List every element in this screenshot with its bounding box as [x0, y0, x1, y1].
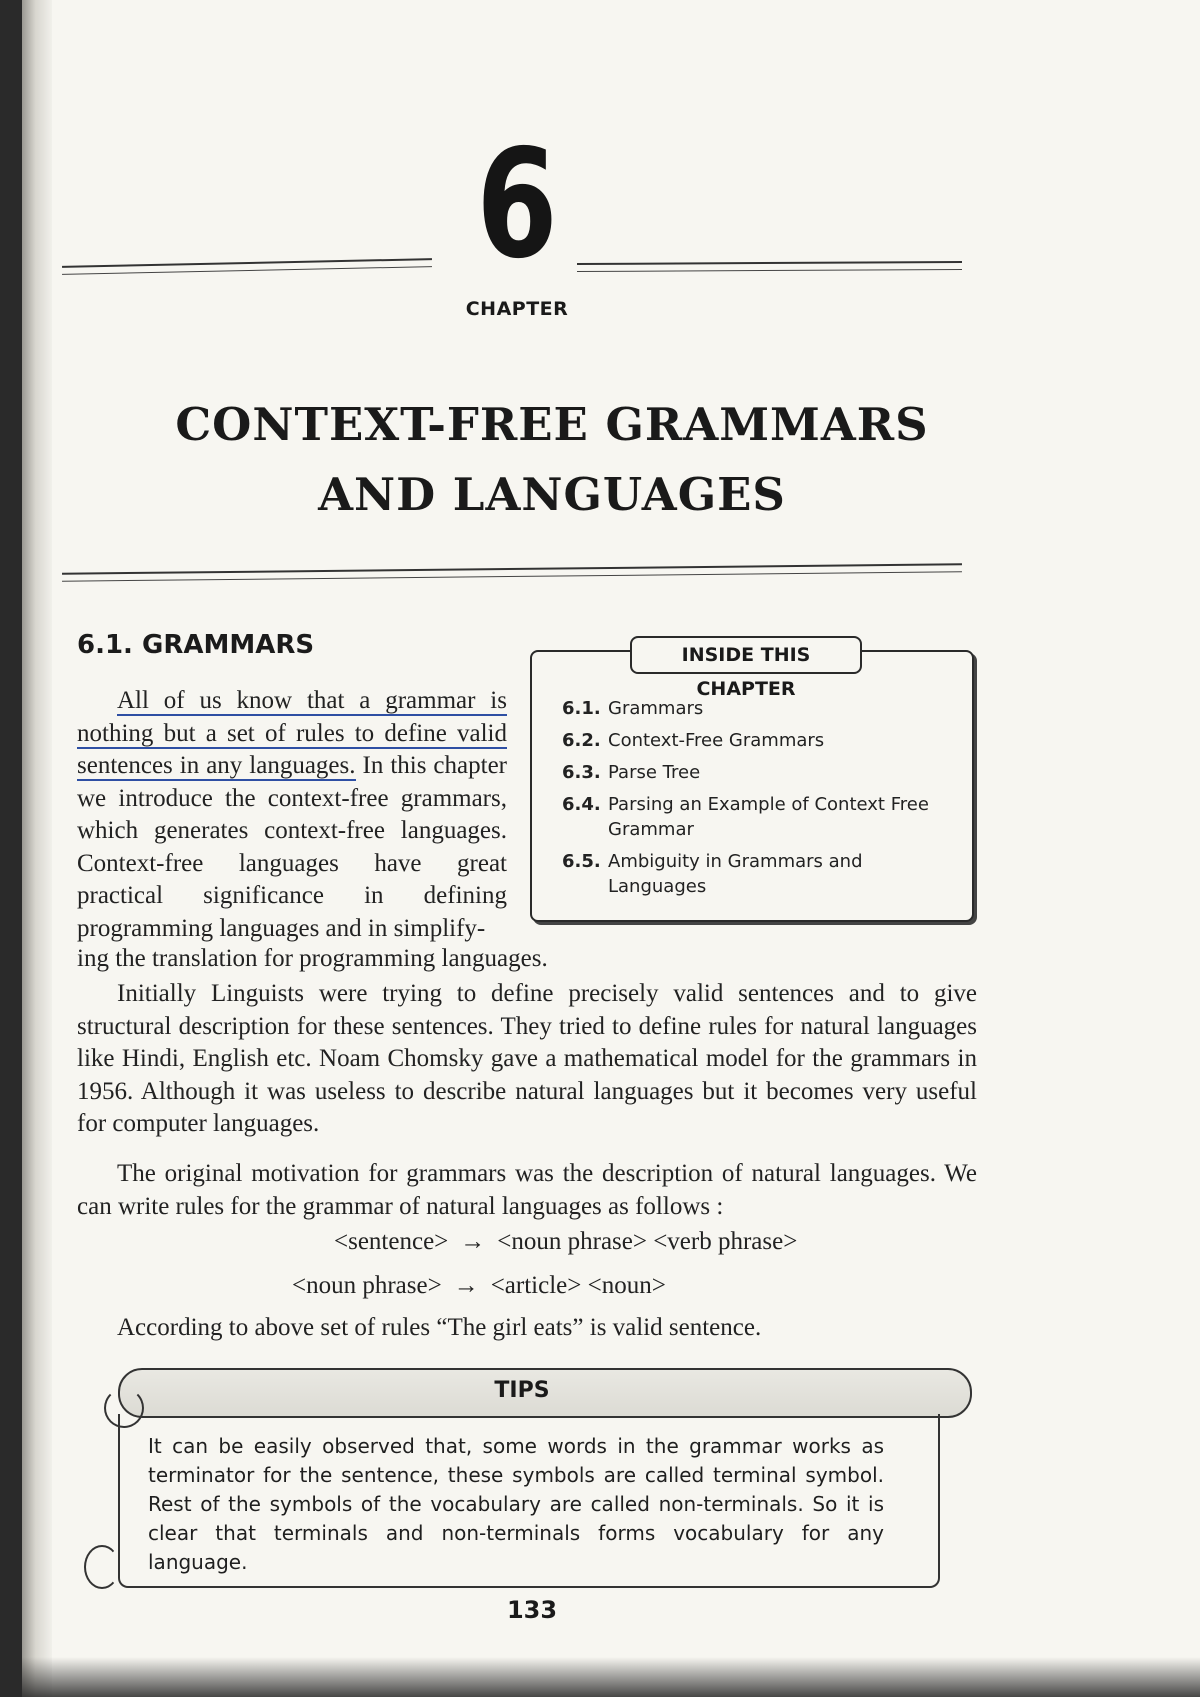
- chapter-number: 6: [476, 118, 558, 292]
- tips-label: TIPS: [494, 1378, 550, 1403]
- toc-item: [562, 696, 952, 721]
- toc-item-number: 6.4.: [562, 794, 601, 815]
- paragraph-1-tail: ing the translation for programming languages.: [77, 945, 548, 972]
- scroll-curl-icon: [84, 1545, 120, 1589]
- header-rule-right: [577, 261, 962, 265]
- grammar-rule-1: [334, 1226, 797, 1258]
- arrow-icon: →: [460, 1228, 486, 1255]
- page-bottom-shadow: [22, 1657, 1200, 1697]
- toc-item: [562, 849, 952, 899]
- underlined-definition: All of us know that a grammar is nothing but a set of rules to define valid sentences in any languages.: [77, 687, 507, 779]
- header-rule-right-thin: [577, 269, 962, 272]
- arrow-icon: →: [453, 1272, 479, 1299]
- toc-item: [562, 760, 952, 785]
- toc-item-title: Parsing an Example of Context Free Grammar: [608, 794, 929, 840]
- page-number: 133: [506, 1596, 558, 1624]
- toc-item: [562, 728, 952, 753]
- inside-chapter-label: INSIDE THIS CHAPTER: [630, 636, 862, 674]
- chapter-label: CHAPTER: [465, 298, 569, 320]
- toc-item-number: 6.1.: [562, 698, 601, 719]
- rule-2-left: <noun phrase>: [292, 1272, 442, 1299]
- rule-1-right: <noun phrase> <verb phrase>: [497, 1228, 798, 1255]
- toc-item-number: 6.5.: [562, 851, 601, 872]
- tips-text: It can be easily observed that, some words in the grammar works as terminator for the sentence, these symbols are called terminal symbol. Rest of the symbols of the vocabulary are called non-terminals. So it is clear that terminals and non-terminals forms vocabulary for any language.: [148, 1434, 884, 1574]
- inside-chapter-list: [562, 696, 952, 906]
- toc-item-title: Parse Tree: [608, 762, 701, 783]
- chapter-title: [112, 390, 992, 530]
- rule-2-right: <article> <noun>: [490, 1272, 666, 1299]
- paragraph-1-rest: In this chapter we introduce the context-free grammars, which generates context-free languages. Context-free languages have great practical significance in defining programming languages and in simplify-: [77, 752, 507, 942]
- paragraph-3: The original motivation for grammars was the description of natural languages. We can write rules for the grammar of natural languages as follows :: [77, 1160, 977, 1220]
- paragraph-2: Initially Linguists were trying to define precisely valid sentences and to give structural description for these sentences. They tried to define rules for natural languages like Hindi, English etc. Noam Chomsky gave a mathematical model for the grammars in 1956. Although it was useless to describe natural languages but it becomes very useful for computer languages.: [77, 980, 977, 1137]
- page-gutter: [22, 0, 52, 1697]
- chapter-title-line-2: AND LANGUAGES: [318, 468, 786, 521]
- toc-item-number: 6.3.: [562, 762, 601, 783]
- header-rule-left-thin: [62, 266, 432, 275]
- toc-item-title: Ambiguity in Grammars and Languages: [608, 851, 863, 897]
- chapter-title-line-1: CONTEXT-FREE GRAMMARS: [175, 398, 929, 451]
- toc-item: [562, 792, 952, 842]
- paragraph-4: According to above set of rules “The girl eats” is valid sentence.: [117, 1314, 762, 1341]
- toc-item-number: 6.2.: [562, 730, 601, 751]
- toc-item-title: Grammars: [608, 698, 704, 719]
- paragraph-1: [77, 685, 507, 945]
- rule-1-left: <sentence>: [334, 1228, 449, 1255]
- section-heading: 6.1. GRAMMARS: [77, 630, 315, 660]
- book-page: [22, 0, 1200, 1697]
- toc-item-title: Context-Free Grammars: [608, 730, 825, 751]
- grammar-rule-2: [292, 1270, 666, 1302]
